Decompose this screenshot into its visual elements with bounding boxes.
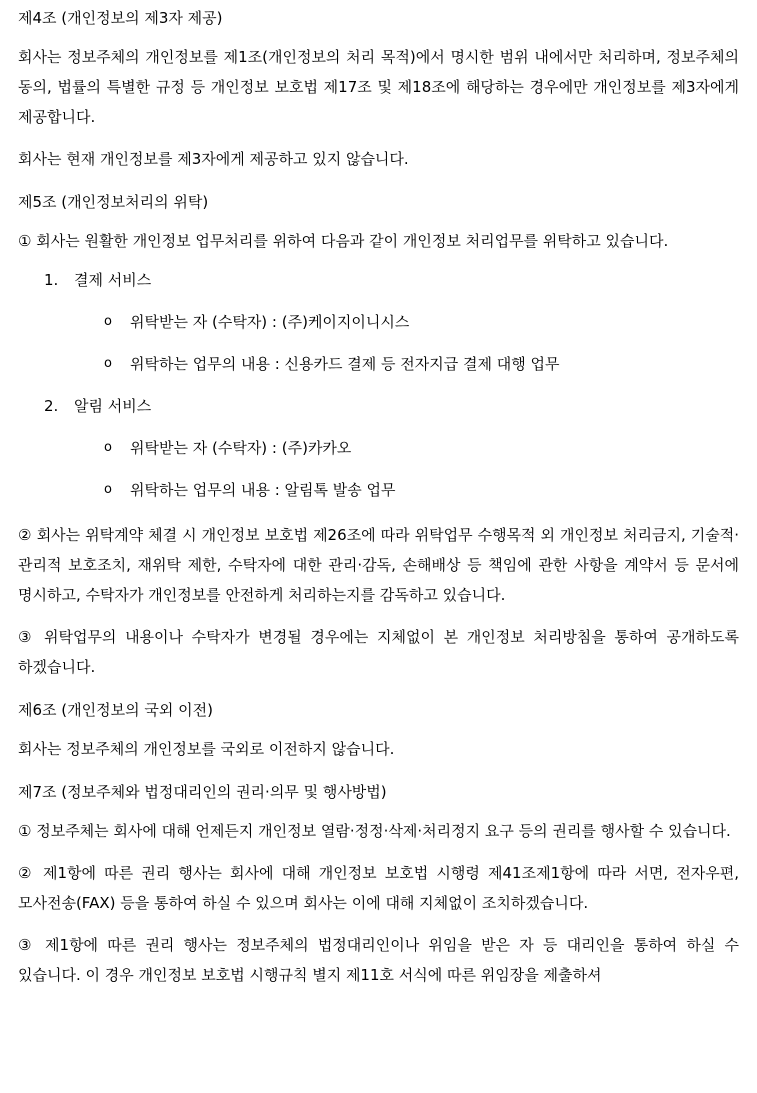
service-trustee-text: 위탁받는 자 (수탁자) : (주)케이지이니시스 bbox=[130, 313, 410, 331]
article-7-paragraph-2: ② 제1항에 따른 권리 행사는 회사에 대해 개인정보 보호법 시행령 제41조제1항에 따라 서면, 전자우편, 모사전송(FAX) 등을 통하여 하실 수 있으며 회사는 이에 대해 지체없이 조치하겠습니다. bbox=[18, 864, 739, 912]
service-task-text: 위탁하는 업무의 내용 : 신용카드 결제 등 전자지급 결제 대행 업무 bbox=[130, 355, 560, 373]
service-task bbox=[18, 478, 739, 502]
article-5-paragraph-1: ① 회사는 원활한 개인정보 업무처리를 위하여 다음과 같이 개인정보 처리업무를 위탁하고 있습니다. bbox=[18, 232, 669, 250]
bullet-icon: o bbox=[104, 482, 112, 497]
service-trustee bbox=[18, 436, 739, 460]
article-6-paragraph-1: 회사는 정보주체의 개인정보를 국외로 이전하지 않습니다. bbox=[18, 740, 395, 758]
service-trustee bbox=[18, 310, 739, 334]
service-item-notification bbox=[18, 394, 739, 418]
article-4-title: 제4조 (개인정보의 제3자 제공) bbox=[18, 9, 223, 27]
article-5-paragraph-2: ② 회사는 위탁계약 체결 시 개인정보 보호법 제26조에 따라 위탁업무 수행목적 외 개인정보 처리금지, 기술적·관리적 보호조치, 재위탁 제한, 수탁자에 대한 관리·감독, 손해배상 등 책임에 관한 사항을 계약서 등 문서에 명시하고, 수탁자가 개인정보를 안전하게 처리하는지를 감독하고 있습니다. bbox=[18, 526, 739, 604]
service-number: 2. bbox=[44, 397, 59, 415]
service-task-text: 위탁하는 업무의 내용 : 알림톡 발송 업무 bbox=[130, 481, 396, 499]
bullet-icon: o bbox=[104, 356, 112, 371]
article-6-title: 제6조 (개인정보의 국외 이전) bbox=[18, 701, 213, 719]
article-7-paragraph-3: ③ 제1항에 따른 권리 행사는 정보주체의 법정대리인이나 위임을 받은 자 등 대리인을 통하여 하실 수 있습니다. 이 경우 개인정보 보호법 시행규칙 별지 제11호 서식에 따른 위임장을 제출하셔 bbox=[18, 936, 739, 984]
bullet-icon: o bbox=[104, 440, 112, 455]
service-number: 1. bbox=[44, 271, 59, 289]
service-task bbox=[18, 352, 739, 376]
bullet-icon: o bbox=[104, 314, 112, 329]
article-5-title: 제5조 (개인정보처리의 위탁) bbox=[18, 193, 209, 211]
service-item-payment bbox=[18, 268, 739, 292]
article-7-title: 제7조 (정보주체와 법정대리인의 권리·의무 및 행사방법) bbox=[18, 783, 387, 801]
article-4-paragraph-2: 회사는 현재 개인정보를 제3자에게 제공하고 있지 않습니다. bbox=[18, 150, 409, 168]
article-4-paragraph-1: 회사는 정보주체의 개인정보를 제1조(개인정보의 처리 목적)에서 명시한 범위 내에서만 처리하며, 정보주체의 동의, 법률의 특별한 규정 등 개인정보 보호법 제17조 및 제18조에 해당하는 경우에만 개인정보를 제3자에게 제공합니다. bbox=[18, 48, 739, 126]
article-5-paragraph-3: ③ 위탁업무의 내용이나 수탁자가 변경될 경우에는 지체없이 본 개인정보 처리방침을 통하여 공개하도록 하겠습니다. bbox=[18, 628, 739, 676]
service-name: 알림 서비스 bbox=[74, 397, 152, 415]
service-name: 결제 서비스 bbox=[74, 271, 152, 289]
service-trustee-text: 위탁받는 자 (수탁자) : (주)카카오 bbox=[130, 439, 352, 457]
article-7-paragraph-1: ① 정보주체는 회사에 대해 언제든지 개인정보 열람·정정·삭제·처리정지 요구 등의 권리를 행사할 수 있습니다. bbox=[18, 822, 731, 840]
